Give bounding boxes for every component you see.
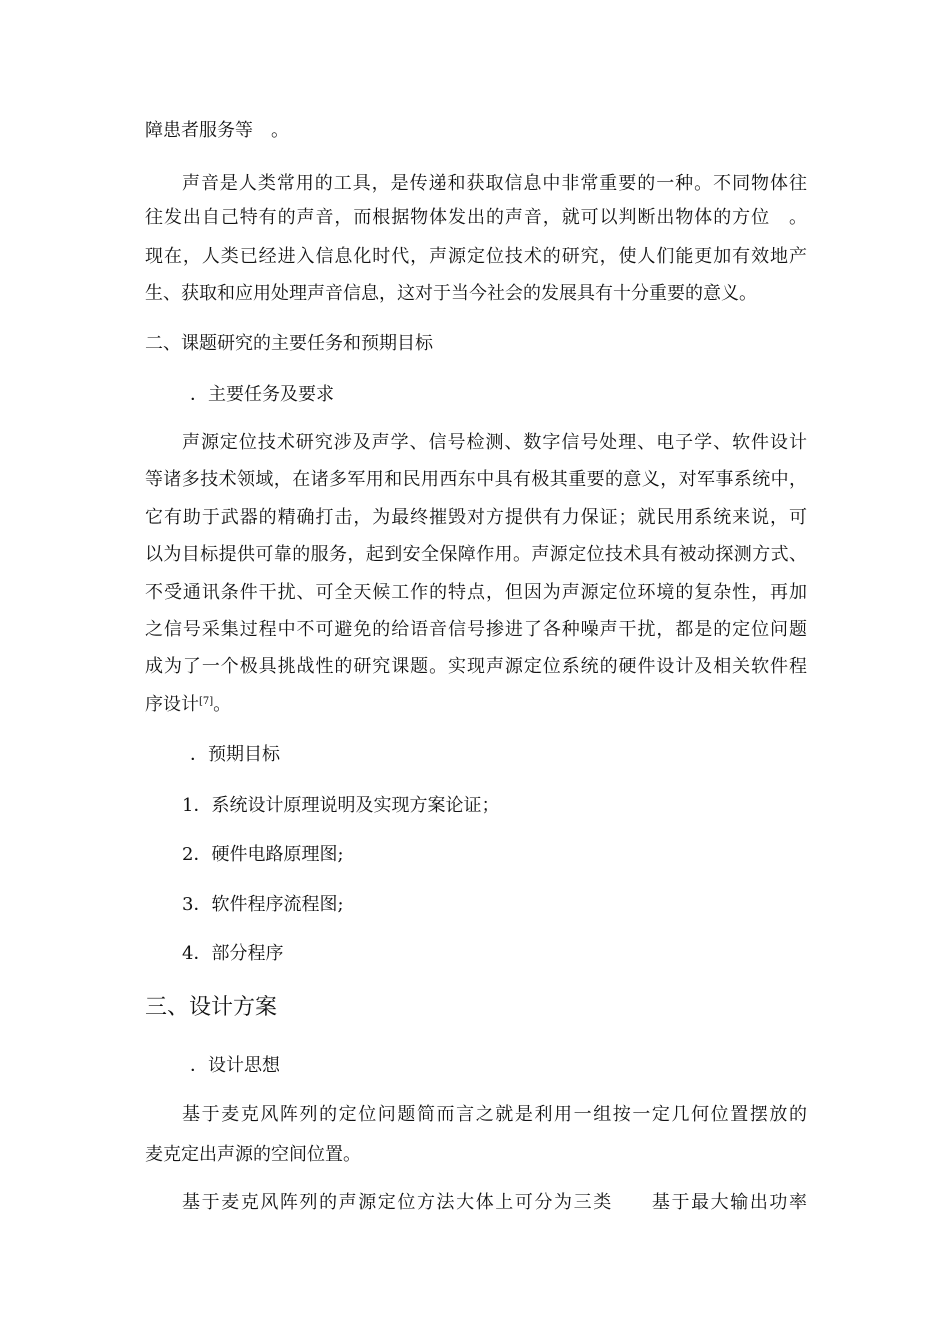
goal-item-2: 2．硬件电路原理图; <box>182 844 344 865</box>
para2-line-7: 成为了一个极具挑战性的研究课题。实现声源定位系统的硬件设计及相关软件程 <box>145 656 807 677</box>
para3-line-2: 麦克定出声源的空间位置。 <box>145 1144 361 1165</box>
para3-line-1: 基于麦克风阵列的定位问题简而言之就是利用一组按一定几何位置摆放的 <box>182 1104 807 1125</box>
intro-tail-line: 障患者服务等 。 <box>145 120 289 141</box>
para1-line-3: 现在，人类已经进入信息化时代，声源定位技术的研究，使人们能更加有效地产 <box>145 246 807 267</box>
para4-line-1: 基于麦克风阵列的声源定位方法大体上可分为三类 基于最大输出功率 <box>182 1192 807 1213</box>
para2-end-punct: 。 <box>213 694 232 715</box>
subsection-main-tasks-heading: ．主要任务及要求 <box>190 384 334 405</box>
para2-line-5: 不受通讯条件干扰、可全天候工作的特点，但因为声源定位环境的复杂性，再加 <box>145 582 807 603</box>
subsection-design-idea-heading: ．设计思想 <box>190 1055 280 1076</box>
para2-last-text: 序设计 <box>145 694 199 715</box>
para1-line-4: 生、获取和应用处理声音信息，这对于当今社会的发展具有十分重要的意义。 <box>145 283 757 304</box>
para2-line-4: 以为目标提供可靠的服务，起到安全保障作用。声源定位技术具有被动探测方式、 <box>145 544 807 565</box>
para2-line-3: 它有助于武器的精确打击，为最终摧毁对方提供有力保证；就民用系统来说，可 <box>145 507 807 528</box>
para1-line-1: 声音是人类常用的工具，是传递和获取信息中非常重要的一种。不同物体往 <box>182 173 807 194</box>
goal-item-3: 3．软件程序流程图; <box>182 894 344 915</box>
subsection-goals-heading: ．预期目标 <box>190 744 280 765</box>
para2-line-1: 声源定位技术研究涉及声学、信号检测、数字信号处理、电子学、软件设计 <box>182 432 807 453</box>
section2-heading: 二、课题研究的主要任务和预期目标 <box>145 333 433 354</box>
section3-heading: 三、设计方案 <box>145 995 278 1020</box>
goal-item-1: 1．系统设计原理说明及实现方案论证； <box>182 795 500 816</box>
citation-ref: [7] <box>199 696 214 707</box>
para2-line-6: 之信号采集过程中不可避免的给语音信号掺进了各种噪声干扰，都是的定位问题 <box>145 619 807 640</box>
para2-line-2: 等诸多技术领域，在诸多军用和民用西东中具有极其重要的意义，对军事系统中， <box>145 469 807 490</box>
para1-line-2: 往发出自己特有的声音，而根据物体发出的声音，就可以判断出物体的方位 。 <box>145 207 807 228</box>
goal-item-4: 4．部分程序 <box>182 943 284 964</box>
para2-line-8 <box>145 692 807 718</box>
